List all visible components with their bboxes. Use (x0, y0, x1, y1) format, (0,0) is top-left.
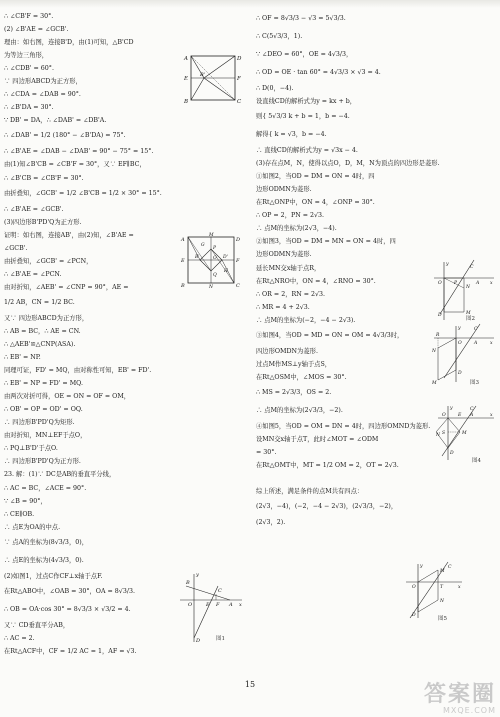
text-line: ∴ 四边形B'PD'Q为矩形. (4, 419, 75, 427)
figure-2-caption: 图2 (466, 316, 475, 322)
figure-point-label: C (448, 565, 452, 570)
text-line: ∴ 点M的坐标为(−2，−4 − 2√3). (256, 316, 356, 324)
text-line: 由对折知，∠AEB' = ∠CNP = 90°，AE = (4, 283, 129, 291)
text-line (256, 472, 434, 485)
figure-point-label: C (236, 283, 240, 288)
figure-point-label: N (432, 349, 436, 354)
figure-point-label: A (229, 602, 233, 608)
text-line: 同理可证，FD' = MQ，由对称性可知，EB' = FD'. (4, 367, 152, 375)
figure-point-label: S (442, 431, 446, 436)
text-line: ∴ ∠B'CB = ∠CB'F = 30°. (4, 174, 84, 182)
text-line: ∴ ∠B'AE = ∠PCN. (4, 270, 62, 278)
text-line: (3)四边形B'PD'Q为正方形. (4, 218, 82, 226)
text-line: ∵ ∠B = 90°， (4, 497, 47, 505)
text-line: 由(1)知∠B'CB = ∠CB'F = 30°，又∵ EF∥BC， (4, 161, 146, 169)
text-line: (2√3，−4)，(−2，−4 − 2√3)，(2√3/3，−2)， (256, 503, 398, 511)
text-line: ∵ 点A的坐标为(8√3/3，0)， (4, 538, 88, 546)
figure-point-label: F (236, 258, 240, 264)
text-line: ∴ △AEB'≌△CNP(ASA). (4, 340, 76, 348)
figure-point-label: A (474, 341, 478, 346)
text-line: 在Rt△ABO中，∠OAB = 30°，OA = 8√3/3. (4, 587, 135, 595)
figure-3-svg (432, 322, 496, 386)
figure-point-label: R (436, 333, 440, 338)
text-line (256, 529, 494, 542)
figure-point-label: O (458, 341, 462, 346)
text-line: ∴ ∠DAB' = 1/2 (180° − ∠B'DA) = 75°. (4, 132, 126, 140)
text-line: ③如图4，当OD = MD = ON = OM = 4√3/3时， (256, 331, 404, 339)
text-line: ∴ MR = 4 + 2√3. (256, 303, 310, 311)
figure-point-label: A (184, 56, 188, 62)
text-line: ∴ 点M的坐标为(2√3，−4). (256, 225, 337, 233)
text-line: 又∵ 四边形ABCD为正方形， (4, 314, 89, 322)
figure-point-label: H (224, 269, 228, 274)
figure-point-label: B (184, 99, 189, 104)
text-line: ∴ OB' = OP = OD' = OQ. (4, 406, 83, 414)
figure-square-fold-top-svg (182, 52, 244, 104)
figure-point-label: D (438, 313, 442, 318)
text-line: ∴ AB = BC，∴ AE = CN. (4, 327, 81, 335)
text-line: (3)存在点M，N，使得以点O，D，M，N为顶点的四边形是菱形. (256, 160, 440, 168)
text-line: ∠GCB'. (4, 244, 28, 252)
text-line: ∴ ∠B'DA = 30°. (4, 104, 54, 112)
text-line: ∴ EB' = NP. (4, 354, 41, 362)
figure-point-label: Q (213, 273, 217, 278)
text-line: ∴ MS = 2√3/3，OS = 2. (256, 388, 332, 396)
text-line: 又∵ CD垂直平分AB， (4, 621, 70, 629)
text-line: 在Rt△NRO中，ON = 4，∠RNO = 30°. (256, 277, 376, 285)
figure-point-label: M (462, 431, 467, 436)
figure-3-caption: 图3 (470, 380, 479, 386)
text-line: (2)如图1，过点C作CF⊥x轴于点F. (4, 572, 103, 580)
text-line: ∴ OB = OA·cos 30° = 8√3/3 × √3/2 = 4. (4, 605, 131, 613)
text-line: ②如图3，当OD = DM = MN = ON = 4时，四 (256, 238, 396, 246)
figure-point-label: B (181, 283, 185, 288)
figure-point-label: D (196, 638, 201, 644)
figure-point-label: F (237, 76, 241, 82)
text-line: 由折叠知，∠GCB' = ∠PCN， (4, 257, 93, 265)
figure-point-label: A (476, 281, 480, 286)
text-line: ∴ ∠B'AE = ∠DAB − ∠DAB' = 90° − 75° = 15°. (4, 148, 154, 156)
text-line: 为等边三角形， (4, 52, 49, 60)
text-line: ∴ ∠CDA = ∠DAB = 90°. (4, 91, 81, 99)
text-line: ∴ ∠CDB' = 60°. (4, 65, 54, 73)
figure-point-label: N (466, 285, 470, 290)
text-line: ∴ 点M的坐标为(2√3/3，−2). (256, 406, 343, 414)
figure-1 (176, 568, 246, 646)
figure-point-label: E (458, 413, 462, 418)
figure-square-fold-mid-svg (180, 232, 244, 288)
figure-point-label: y (196, 572, 199, 578)
figure-point-label: C (237, 99, 242, 104)
figure-1-caption: 图1 (216, 636, 225, 642)
text-line: ∴ OF = 8√3/3 − √3 = 5√3/3. (256, 15, 346, 22)
text-line: 边形ODMN为菱形. (256, 186, 312, 194)
text-line: 在Rt△OMT中，MT = 1/2 OM = 2，OT = 2√3. (256, 462, 399, 470)
text-line: ∴ CE∥OB. (4, 510, 35, 518)
text-line: 设MN交x轴于点T，此时∠MOT = ∠ODM (256, 435, 379, 443)
figure-point-label: B' (195, 255, 200, 260)
figure-point-label: O (213, 256, 217, 261)
figure-4-svg (436, 402, 496, 464)
figure-point-label: A (181, 237, 185, 243)
text-line: ∴ PQ⊥B'D'于点O. (4, 445, 58, 453)
text-line: ∴ D(0，−4). (256, 85, 294, 92)
text-line: ①如图2，当OD = DM = ON = 4时，四 (256, 173, 375, 181)
figure-point-label: D (237, 56, 242, 62)
figure-point-label: P (213, 246, 217, 251)
figure-point-label: E (181, 258, 185, 264)
text-line: 1/2 AB，CN = 1/2 BC. (4, 298, 75, 306)
watermark (424, 684, 496, 715)
text-line: ∵ DB' = DA，∴ ∠DAB' = ∠DB'A. (4, 117, 107, 125)
text-line: 设直线CD的解析式为y = kx + b， (256, 98, 357, 106)
text-line: 23. 解：(1)∵ DC是AB的垂直平分线， (4, 471, 116, 479)
figure-point-label: D' (223, 255, 228, 260)
figure-5 (404, 560, 464, 622)
figure-point-label: F (216, 602, 220, 608)
text-line: ∴ EB' = NP = FD' = MQ. (4, 380, 83, 388)
figure-point-label: M (432, 381, 437, 386)
figure-square-fold-top (182, 52, 244, 104)
text-line: ∴ OP = 2，PN = 2√3. (256, 212, 325, 220)
text-line: ∴ C(5√3/3，1). (256, 33, 303, 40)
watermark-main: 答案圈 (423, 682, 496, 707)
figure-point-label: E (184, 76, 189, 82)
figure-point-label: N (209, 285, 213, 288)
figure-point-label: O (438, 281, 442, 286)
figure-1-svg (176, 568, 246, 646)
text-line: (2√3，2). (256, 519, 286, 527)
text-line: 综上所述，满足条件的点M共有四点： (256, 488, 364, 496)
figure-point-label: y (450, 406, 453, 411)
page-top-band (0, 0, 500, 8)
figure-point-label: B (186, 580, 190, 586)
text-line: ∴ AC = 2. (4, 634, 35, 642)
text-line: 延长MN交x轴于点R， (256, 264, 321, 272)
figure-point-label: x (239, 602, 242, 608)
figure-point-label: T (440, 585, 444, 590)
text-line: (2) ∠B'AE = ∠GCB'. (4, 26, 69, 34)
text-line: ∵ 四边形ABCD为正方形， (4, 78, 82, 86)
figure-5-svg (404, 560, 464, 622)
figure-point-label: D (450, 451, 454, 456)
text-line: ∴ ∠CB'F = 30°. (4, 13, 54, 20)
figure-point-label: y (420, 564, 423, 569)
text-line: 证明：如右图，连接AB'，由(2)知，∠B'AE = (4, 231, 134, 239)
text-line: 由折叠知，∠GCB' = 1/2 ∠B'CB = 1/2 × 30° = 15°. (4, 189, 162, 197)
text-line: ∴ AC = BC，∠ACE = 90°. (4, 484, 87, 492)
figure-point-label: G (201, 243, 205, 248)
figure-point-label: x (458, 585, 461, 590)
text-line: 在Rt△ACF中，CF = 1/2 AC = 1，AF = √3. (4, 647, 137, 655)
figure-point-label: O (442, 413, 446, 418)
text-line: 解得{ k = √3，b = −4. (256, 131, 327, 139)
figure-point-label: D (236, 237, 241, 243)
figure-point-label: M (466, 311, 471, 316)
text-line: 四边形OMDN为菱形. (256, 347, 318, 355)
figure-point-label: y (458, 326, 461, 331)
text-line: ∴ 点E的坐标为(4√3/3，0). (4, 556, 84, 564)
figure-point-label: O (188, 602, 193, 608)
text-line: = 30°. (256, 448, 277, 456)
text-line: 则{ 5√3/3 k + b = 1，b = −4. (256, 113, 350, 121)
figure-point-label: O (412, 585, 416, 590)
text-line: ∴ ∠B'AE = ∠GCB'. (4, 205, 64, 213)
figure-point-label: D (458, 371, 462, 376)
text-line: 由对折知，MN⊥EF于点O， (4, 432, 87, 440)
figure-point-label: A (470, 413, 474, 418)
figure-point-label: C (474, 327, 478, 332)
figure-2 (432, 258, 496, 324)
figure-point-label: M (440, 569, 445, 574)
figure-2-svg (432, 258, 496, 324)
text-line: 在Rt△OSM中，∠MOS = 30°. (256, 373, 347, 381)
figure-3 (432, 322, 496, 386)
figure-point-label: x (490, 413, 493, 418)
text-line: 理由：如右图，连接B'D，由(1)可知，△B'CD (4, 39, 134, 47)
text-line (4, 658, 242, 671)
figure-point-label: M (209, 233, 214, 238)
figure-point-label: N (436, 433, 440, 438)
figure-point-label: P (454, 281, 458, 286)
text-line: ∴ OR = 2，RN = 2√3. (256, 290, 326, 298)
figure-5-caption: 图5 (438, 616, 447, 622)
text-line: ∵ ∠DEO = 60°，OE = 4√3/3， (256, 51, 353, 58)
watermark-url: MXQE.COM (442, 706, 496, 715)
figure-point-label: C (218, 588, 222, 594)
text-line: ∴ OD = OE · tan 60° = 4√3/3 × √3 = 4. (256, 69, 381, 76)
text-line: ∴ 四边形B'PD'Q为正方形. (4, 458, 81, 466)
figure-point-label: x (490, 341, 493, 346)
figure-point-label: E (206, 602, 210, 608)
figure-point-label: C (470, 407, 474, 412)
figure-point-label: D (412, 613, 416, 618)
figure-square-fold-mid (180, 232, 244, 288)
text-line: 过点M作MS⊥y轴于点S， (256, 360, 332, 368)
figure-point-label: C (470, 265, 474, 270)
page-number: 15 (244, 680, 256, 689)
text-line: ∴ 点E为OA的中点. (4, 523, 61, 531)
figure-point-label: x (490, 281, 493, 286)
text-line: 在Rt△ONP中，ON = 4，∠ONP = 30°. (256, 199, 375, 207)
figure-point-label: y (446, 262, 449, 267)
text-line: ④如图5，当OD = OM = DN = 4时，四边形OMND为菱形. (256, 422, 431, 430)
figure-4-caption: 图4 (472, 458, 481, 464)
figure-4 (436, 402, 496, 464)
figure-point-label: N (440, 599, 444, 604)
figure-point-label: B' (200, 72, 206, 78)
text-line: 由两次对折可得，OE = ON = OF = OM， (4, 393, 131, 401)
text-line: ∴ 直线CD的解析式为y = √3x − 4. (256, 147, 358, 155)
text-line: 边形ODMN为菱形. (256, 251, 312, 259)
